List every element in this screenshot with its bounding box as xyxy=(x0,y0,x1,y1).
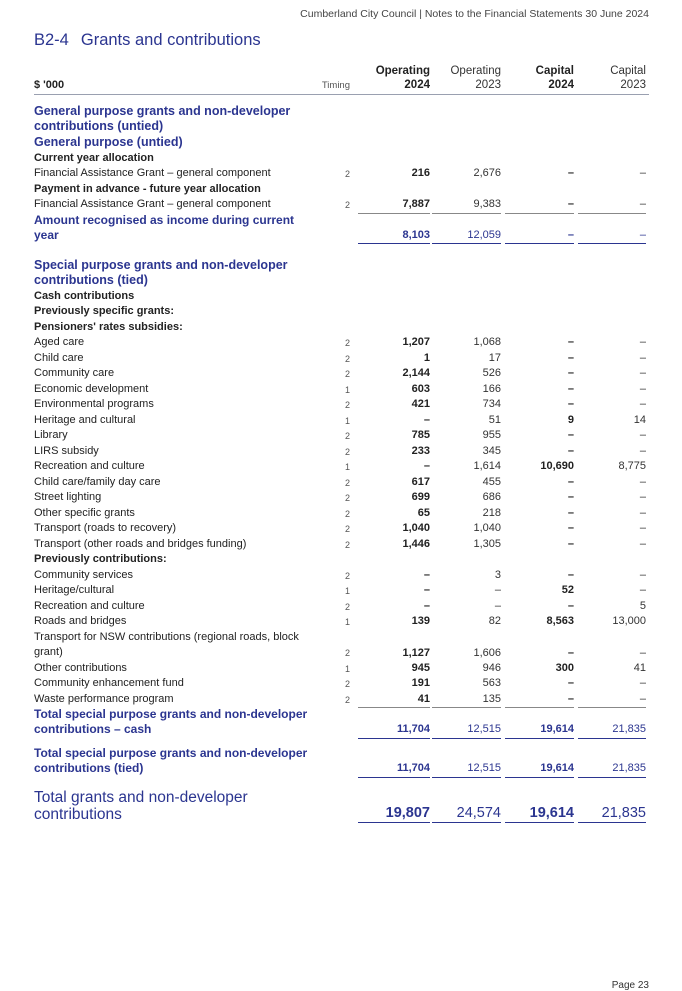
table-row xyxy=(0,692,682,708)
note-title: Grants and contributions xyxy=(80,31,261,49)
table-row xyxy=(0,397,682,413)
cell-timing: 1 xyxy=(344,462,350,472)
cell-cap24: 52 xyxy=(561,584,574,596)
cell-cap24: – xyxy=(567,351,574,364)
cell-label: Transport (roads to recovery) xyxy=(34,522,177,534)
cell-cap23: – xyxy=(639,382,646,395)
cell-op23: – xyxy=(494,584,501,596)
cell-op24: – xyxy=(423,460,430,472)
cell-op23: 135 xyxy=(432,692,501,709)
cell-cap24: – xyxy=(567,599,574,612)
grants-table xyxy=(0,104,682,825)
cell-label: Heritage and cultural xyxy=(34,413,136,426)
cell-op24: 699 xyxy=(411,491,430,503)
cell-cap24: 8,563 xyxy=(546,615,574,627)
cell-label: Environmental programs xyxy=(34,398,154,410)
table-row xyxy=(0,568,682,584)
cell-cap24: – xyxy=(567,429,574,441)
page-number: Page 23 xyxy=(611,980,649,991)
cell-op23: 166 xyxy=(482,382,501,395)
cell-cap24: – xyxy=(567,522,574,534)
cell-cap23: – xyxy=(578,692,646,709)
cell-cap23: – xyxy=(639,475,646,488)
table-row xyxy=(0,661,682,677)
cell-op24: 1,207 xyxy=(402,336,430,348)
cell-cap23: – xyxy=(639,584,646,596)
table-row xyxy=(0,583,682,599)
table-row xyxy=(0,366,682,382)
cell-timing: 2 xyxy=(344,369,350,379)
table-row xyxy=(0,475,682,491)
tied-total-row: Total special purpose grants and non-developer contributions (tied) 11,704 12,515 19,614 21,835 xyxy=(0,746,682,777)
cell-timing: 2 xyxy=(344,431,350,441)
cell-timing: 2 xyxy=(344,446,350,457)
cell-label: Waste performance program xyxy=(34,692,174,705)
cell-label: Community services xyxy=(34,568,134,581)
cell-cap24: – xyxy=(567,537,574,550)
table-row xyxy=(0,459,682,475)
cell-cap23: – xyxy=(639,367,646,379)
table-row xyxy=(0,382,682,398)
cash-contributions-label: Cash contributions xyxy=(34,289,135,302)
table-row xyxy=(0,351,682,367)
current-year-label: Current year allocation xyxy=(34,151,154,164)
table-row xyxy=(0,444,682,460)
cell-label: LIRS subsidy xyxy=(34,444,99,457)
cell-label: Other contributions xyxy=(34,661,127,674)
cell-cap23: 5 xyxy=(639,599,646,612)
table-row: Transport for NSW contributions (regional roads, block grant) 2 1,127 1,606 – – xyxy=(34,630,646,659)
cell-timing: 1 xyxy=(344,586,350,596)
cell-timing: 2 xyxy=(344,400,350,410)
previously-grants-label: Previously specific grants: xyxy=(34,305,174,317)
pensioners-label: Pensioners' rates subsidies: xyxy=(34,320,183,333)
cell-op23: 955 xyxy=(482,429,501,441)
cell-op23: 946 xyxy=(482,661,501,674)
cell-cap23: 41 xyxy=(633,661,646,674)
cell-op24: – xyxy=(423,568,430,581)
table-row xyxy=(0,599,682,615)
cell-cap23: 8,775 xyxy=(618,460,646,472)
cell-cap23: – xyxy=(639,444,646,457)
section-title xyxy=(34,31,261,50)
table-row xyxy=(0,506,682,522)
cell-cap24: – xyxy=(567,336,574,348)
table-row xyxy=(0,335,682,351)
cell-label: Recreation and culture xyxy=(34,599,145,612)
cell-op24: 1,446 xyxy=(402,537,430,550)
cell-cap23: – xyxy=(639,351,646,364)
table-row xyxy=(0,537,682,553)
cell-cap24: – xyxy=(567,444,574,457)
untied-subheading: General purpose (untied) xyxy=(34,135,183,149)
cell-cap23: – xyxy=(639,398,646,410)
cell-timing: 1 xyxy=(344,663,350,674)
cell-op24: 603 xyxy=(411,382,430,395)
running-header: Cumberland City Council | Notes to the Financial Statements 30 June 2024 xyxy=(300,8,649,20)
cell-cap23: – xyxy=(639,506,646,519)
table-row xyxy=(0,428,682,444)
cell-cap24: 10,690 xyxy=(540,460,574,472)
cell-cap24: – xyxy=(567,475,574,488)
op23-header: Operating 2023 xyxy=(450,65,501,91)
cell-cap24: 9 xyxy=(567,413,574,426)
cell-op23: 1,040 xyxy=(473,522,501,534)
cell-timing: 2 xyxy=(344,539,350,550)
cell-op23: 526 xyxy=(482,367,501,379)
cell-cap23: 14 xyxy=(633,413,646,426)
table-row xyxy=(0,490,682,506)
cell-cap24: – xyxy=(567,491,574,503)
cell-timing: 2 xyxy=(344,524,350,534)
cell-op23: 51 xyxy=(488,413,501,426)
cell-cap24: – xyxy=(567,398,574,410)
tied-heading: Special purpose grants and non-developer contributions (tied) xyxy=(34,257,288,287)
op24-header: Operating 2024 xyxy=(375,65,430,91)
cell-label: Child care/family day care xyxy=(34,475,161,488)
cell-cap24: – xyxy=(567,382,574,395)
cell-op24: – xyxy=(423,599,430,612)
cell-timing: 2 xyxy=(344,601,350,612)
cell-cap24: – xyxy=(567,506,574,519)
cell-label: Heritage/cultural xyxy=(34,584,115,596)
cell-cap23: – xyxy=(639,491,646,503)
cell-op23: 82 xyxy=(488,615,501,627)
cell-timing: 1 xyxy=(344,617,350,627)
cell-cap23: – xyxy=(639,522,646,534)
table-row xyxy=(0,521,682,537)
grand-total-row: Total grants and non-developer contributions 19,807 24,574 19,614 21,835 xyxy=(34,789,646,823)
cell-op24: – xyxy=(423,584,430,596)
table-row: Financial Assistance Grant – general component 2 7,887 9,383 – – xyxy=(0,197,682,213)
cell-timing: 2 xyxy=(344,338,350,348)
cell-op24: 617 xyxy=(411,475,430,488)
cell-cap24: – xyxy=(567,568,574,581)
cell-op23: 17 xyxy=(488,351,501,364)
cell-label: Economic development xyxy=(34,382,149,395)
column-header xyxy=(0,64,682,94)
table-row xyxy=(0,676,682,692)
cell-op24: 233 xyxy=(411,444,430,457)
cell-label: Child care xyxy=(34,351,84,364)
cell-label: Library xyxy=(34,429,68,441)
cell-cap24: – xyxy=(567,677,574,689)
untied-heading: General purpose grants and non-developer contributions (untied) xyxy=(34,104,291,133)
cell-op24: 945 xyxy=(411,661,430,674)
cell-cap23: – xyxy=(639,537,646,550)
cell-op24: 1,040 xyxy=(402,522,430,534)
cell-op24: 421 xyxy=(411,398,430,410)
cell-op23: 686 xyxy=(482,491,501,503)
cell-cap24: 300 xyxy=(555,661,574,674)
cell-op23: 3 xyxy=(494,568,501,581)
tied-cash-total-row: Total special purpose grants and non-developer contributions – cash 11,704 12,515 19,614 21,835 xyxy=(0,707,682,738)
cell-timing: 1 xyxy=(344,415,350,426)
cell-op23: – xyxy=(494,599,501,612)
cell-op23: 563 xyxy=(482,677,501,689)
cell-label: Other specific grants xyxy=(34,506,135,519)
cell-op24: 65 xyxy=(417,506,430,519)
cap24-header: Capital 2024 xyxy=(535,65,574,91)
cell-cap23: – xyxy=(639,677,646,689)
cell-op23: 1,614 xyxy=(473,460,501,472)
table-row xyxy=(0,614,682,630)
cell-timing: 2 xyxy=(344,570,350,581)
table-row xyxy=(0,413,682,429)
cell-timing: 1 xyxy=(344,384,350,395)
cell-timing: 2 xyxy=(344,477,350,488)
previously-contributions-label: Previously contributions: xyxy=(34,553,167,565)
cell-label: Aged care xyxy=(34,336,85,348)
cell-timing: 2 xyxy=(344,493,350,503)
cell-timing: 2 xyxy=(344,679,350,689)
cell-op23: 734 xyxy=(482,398,501,410)
untied-total-row: Amount recognised as income during current year 8,103 12,059 – – xyxy=(0,213,682,244)
cell-op23: 1,305 xyxy=(473,537,501,550)
cell-cap23: – xyxy=(639,336,646,348)
cell-label: Recreation and culture xyxy=(34,460,145,472)
advance-label: Payment in advance - future year allocation xyxy=(34,182,261,195)
header-rule xyxy=(34,94,649,95)
cell-op23: 345 xyxy=(482,444,501,457)
cell-op23: 218 xyxy=(482,506,501,519)
cell-label: Street lighting xyxy=(34,491,102,503)
cell-timing: 2 xyxy=(344,694,350,705)
cell-op23: 455 xyxy=(482,475,501,488)
cell-cap23: – xyxy=(639,429,646,441)
note-number: B2-4 xyxy=(34,31,69,49)
cell-cap24: – xyxy=(567,367,574,379)
cell-op24: 1 xyxy=(423,351,430,364)
cap23-header: Capital 2023 xyxy=(610,65,646,91)
units-label: $ '000 xyxy=(34,79,65,91)
cell-op24: 41 xyxy=(358,692,430,709)
cell-op24: – xyxy=(423,413,430,426)
cell-cap23: 13,000 xyxy=(612,615,646,627)
cell-label: Roads and bridges xyxy=(34,615,127,627)
cell-timing: 2 xyxy=(344,508,350,519)
cell-label: Transport (other roads and bridges funding) xyxy=(34,537,247,550)
table-row: Financial Assistance Grant – general component 2 216 2,676 – – xyxy=(34,167,646,179)
cell-op24: 139 xyxy=(411,615,430,627)
cell-op24: 191 xyxy=(411,677,430,689)
timing-header: Timing xyxy=(321,80,350,91)
cell-label: Community care xyxy=(34,367,115,379)
cell-op24: 2,144 xyxy=(402,367,430,379)
cell-label: Community enhancement fund xyxy=(34,677,184,689)
cell-op24: 785 xyxy=(411,429,430,441)
cell-timing: 2 xyxy=(344,353,350,364)
cell-op23: 1,068 xyxy=(473,336,501,348)
cell-cap24: – xyxy=(505,692,574,709)
cell-cap23: – xyxy=(639,568,646,581)
